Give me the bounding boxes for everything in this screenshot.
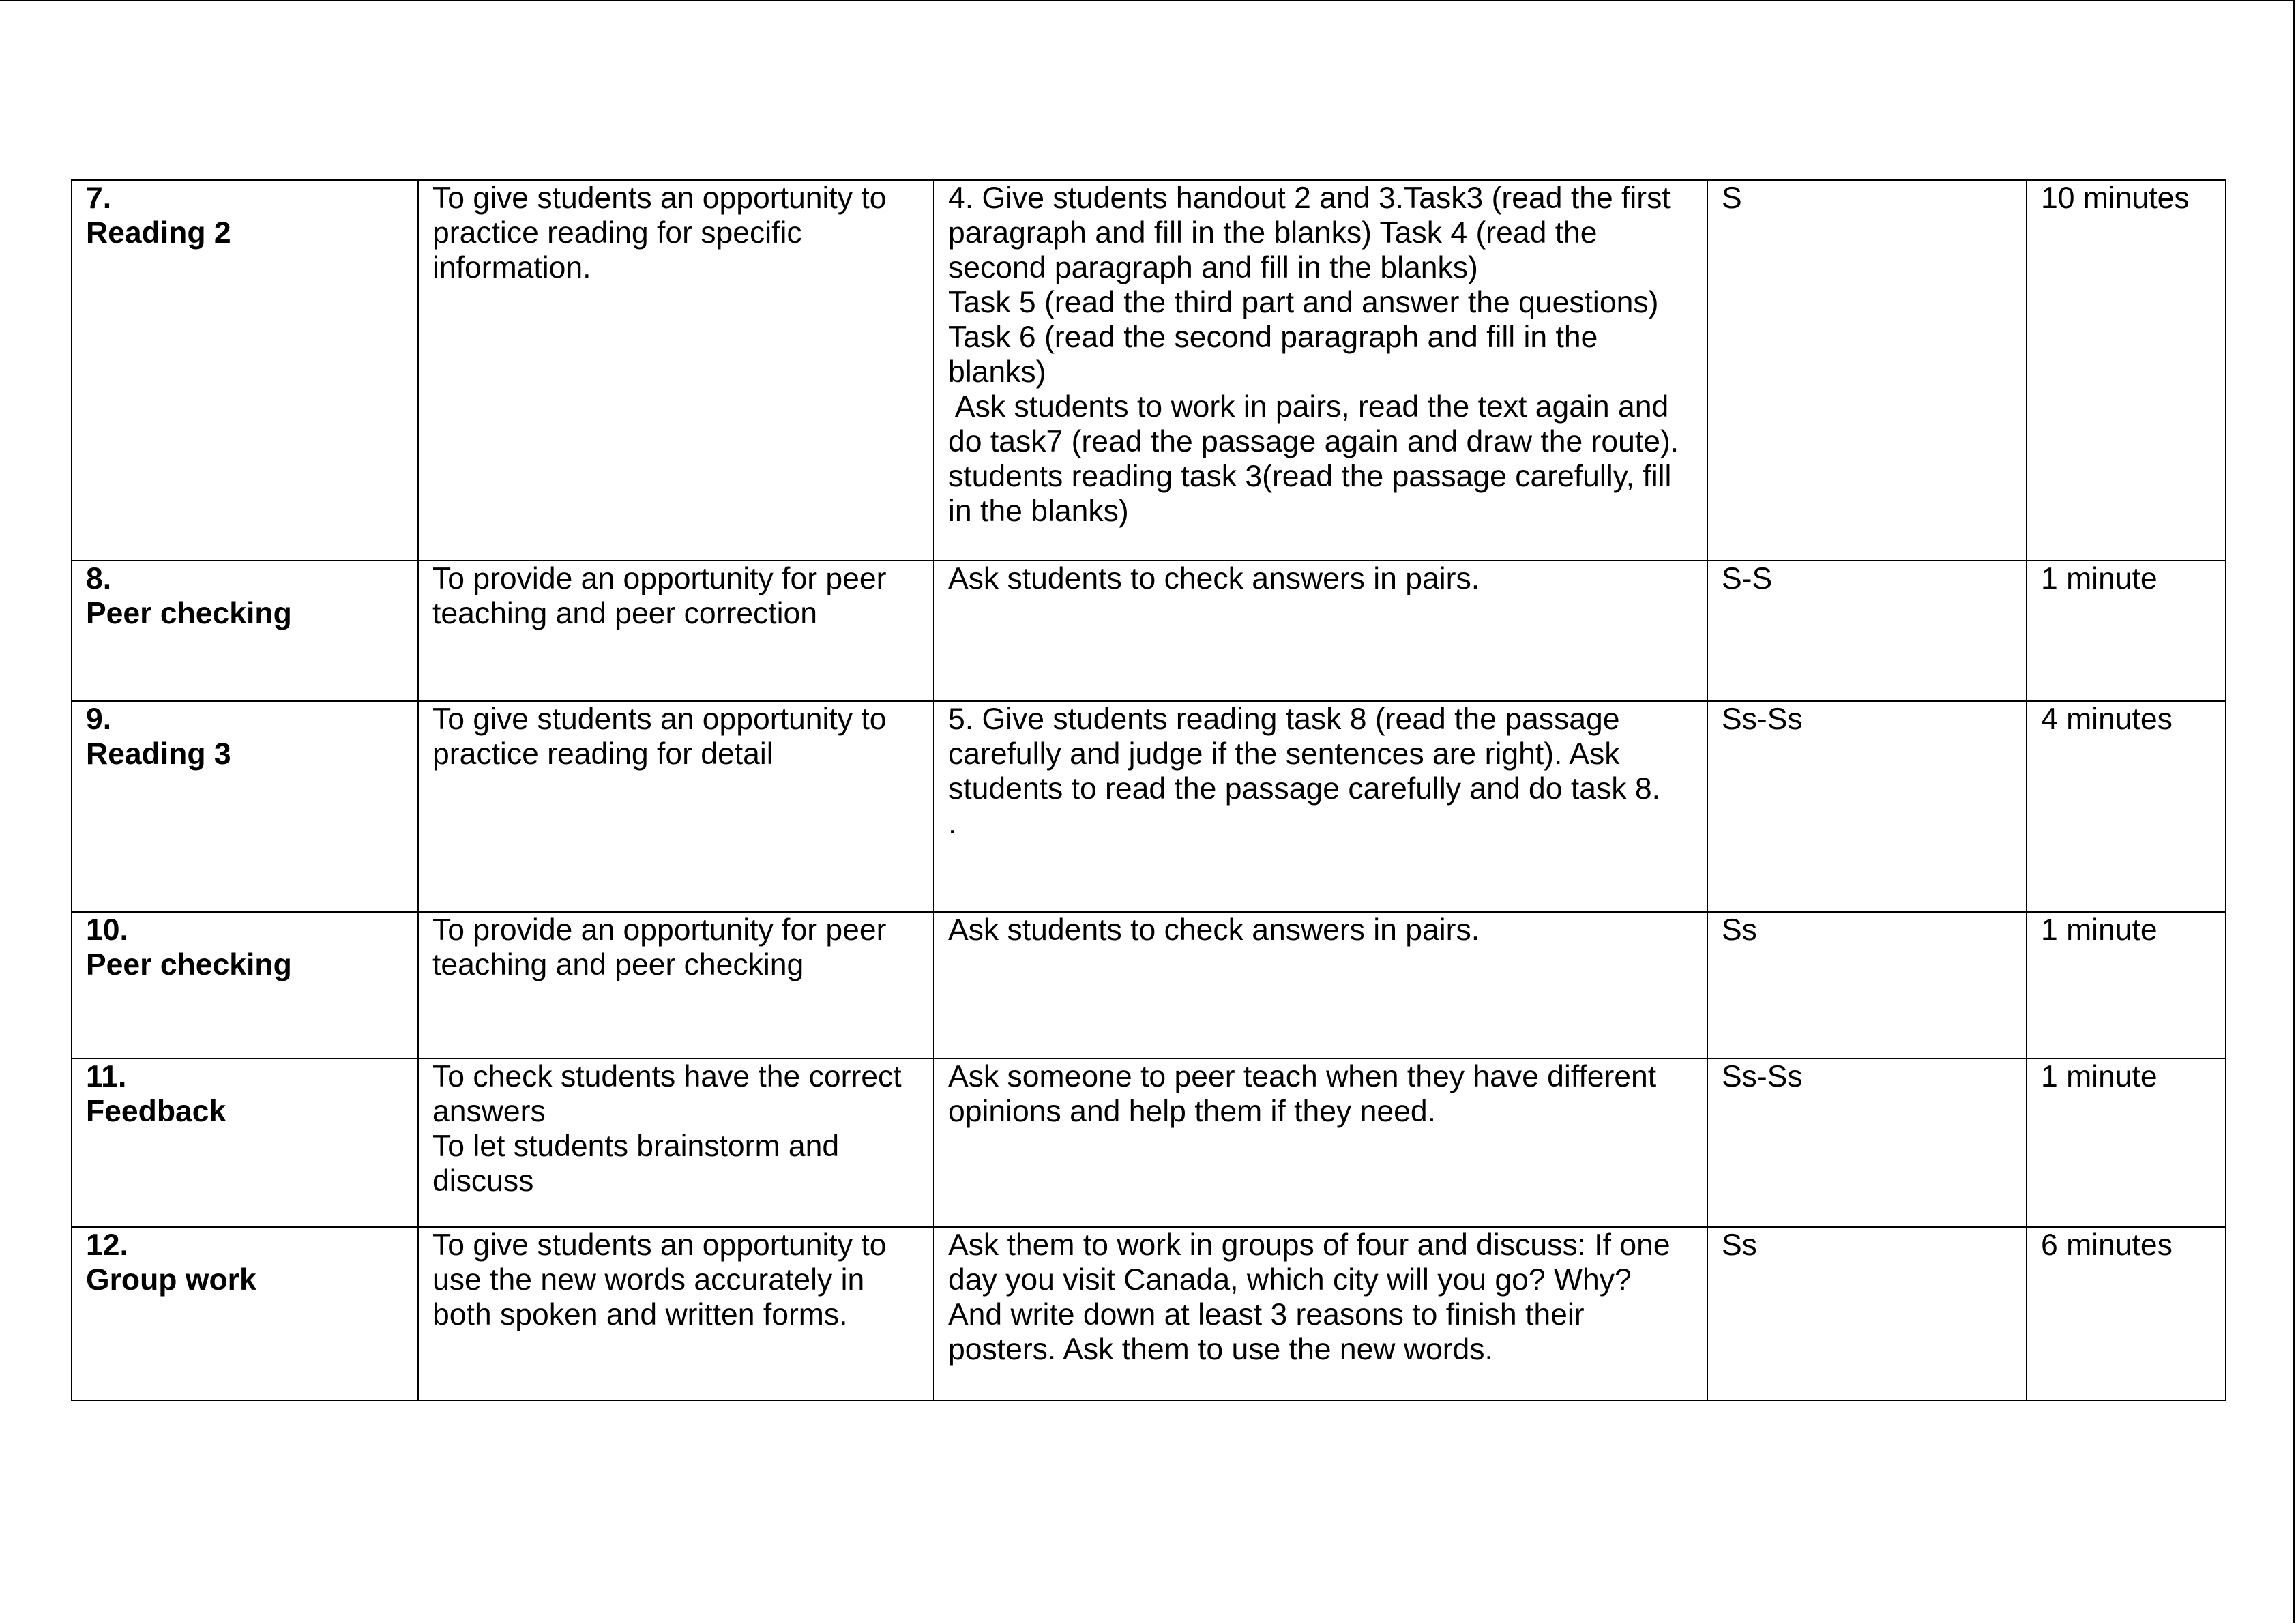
procedure-line: Ask them to work in groups of four and discuss: If one: [948, 1228, 1671, 1262]
aim-line: teaching and peer checking: [432, 948, 804, 981]
stage-cell: [72, 180, 418, 561]
stage-cell: [72, 1059, 418, 1227]
stage-cell: [72, 561, 418, 701]
aim-line: To provide an opportunity for peer: [432, 562, 887, 595]
aim-line: To give students an opportunity to: [432, 703, 887, 736]
table-row: [72, 561, 2226, 701]
procedure-line: day you visit Canada, which city will you go? Why?: [948, 1263, 1632, 1297]
stage-cell: [72, 701, 418, 912]
aim-line: To check students have the correct: [432, 1060, 902, 1093]
aim-line: information.: [432, 251, 591, 284]
procedure-line: students reading task 3(read the passage carefully, fill: [948, 460, 1672, 493]
aim-line: To provide an opportunity for peer: [432, 913, 887, 947]
stage-number: 12.: [86, 1228, 128, 1262]
procedure-cell: [934, 561, 1707, 701]
procedure-line: in the blanks): [948, 494, 1129, 528]
stage-name: Feedback: [86, 1095, 226, 1128]
procedure-line: Task 6 (read the second paragraph and fill in the: [948, 321, 1598, 354]
aim-line: To let students brainstorm and: [432, 1130, 840, 1163]
procedure-line: posters. Ask them to use the new words.: [948, 1333, 1493, 1366]
stage-cell: [72, 912, 418, 1059]
aim-line: teaching and peer correction: [432, 597, 818, 630]
aim-line: practice reading for specific: [432, 216, 802, 250]
interaction-cell: S: [1707, 180, 2027, 561]
aim-line: both spoken and written forms.: [432, 1298, 848, 1331]
interaction-cell: Ss: [1707, 1227, 2027, 1400]
procedure-line: Ask students to check answers in pairs.: [948, 913, 1480, 947]
stage-cell: [72, 1227, 418, 1400]
procedure-line: paragraph and fill in the blanks) Task 4 (read the: [948, 216, 1598, 250]
procedure-cell: [934, 180, 1707, 561]
stage-name: Peer checking: [86, 948, 292, 981]
time-cell: 1 minute: [2027, 1059, 2226, 1227]
aim-line: To give students an opportunity to: [432, 181, 887, 215]
aim-cell: [418, 561, 934, 701]
procedure-line: Ask someone to peer teach when they have different: [948, 1060, 1657, 1093]
stage-name: Group work: [86, 1263, 256, 1297]
stage-number: 9.: [86, 703, 112, 736]
procedure-cell: [934, 912, 1707, 1059]
procedure-line: blanks): [948, 355, 1046, 389]
time-cell: 10 minutes: [2027, 180, 2226, 561]
aim-line: To give students an opportunity to: [432, 1228, 887, 1262]
interaction-cell: Ss-Ss: [1707, 701, 2027, 912]
aim-cell: [418, 1227, 934, 1400]
stage-number: 10.: [86, 913, 128, 947]
procedure-cell: [934, 1227, 1707, 1400]
table-row: [72, 1227, 2226, 1400]
procedure-line: Ask students to check answers in pairs.: [948, 562, 1480, 595]
procedure-line: Ask students to work in pairs, read the text again and: [948, 390, 1669, 424]
procedure-line: second paragraph and fill in the blanks): [948, 251, 1478, 284]
procedure-line: And write down at least 3 reasons to finish their: [948, 1298, 1585, 1331]
procedure-line: students to read the passage carefully and do task 8.: [948, 772, 1660, 806]
stage-name: Peer checking: [86, 597, 292, 630]
table-row: [72, 912, 2226, 1059]
aim-line: practice reading for detail: [432, 737, 774, 771]
stage-number: 8.: [86, 562, 112, 595]
aim-line: answers: [432, 1095, 546, 1128]
procedure-line: 4. Give students handout 2 and 3.Task3 (read the first: [948, 181, 1671, 215]
stage-name: Reading 2: [86, 216, 231, 250]
interaction-cell: Ss-Ss: [1707, 1059, 2027, 1227]
aim-cell: [418, 1059, 934, 1227]
interaction-cell: Ss: [1707, 912, 2027, 1059]
procedure-line: Task 5 (read the third part and answer the questions): [948, 286, 1659, 319]
table-row: [72, 701, 2226, 912]
stage-number: 7.: [86, 181, 112, 215]
aim-cell: [418, 180, 934, 561]
time-cell: 6 minutes: [2027, 1227, 2226, 1400]
table-row: [72, 1059, 2226, 1227]
procedure-line: carefully and judge if the sentences are right). Ask: [948, 737, 1620, 771]
procedure-cell: [934, 1059, 1707, 1227]
stage-name: Reading 3: [86, 737, 231, 771]
table-row: [72, 180, 2226, 561]
time-cell: 1 minute: [2027, 912, 2226, 1059]
procedure-line: 5. Give students reading task 8 (read the passage: [948, 703, 1620, 736]
interaction-cell: S-S: [1707, 561, 2027, 701]
aim-cell: [418, 701, 934, 912]
lesson-plan-table: [71, 179, 2226, 1401]
procedure-line: .: [948, 807, 957, 840]
time-cell: 1 minute: [2027, 561, 2226, 701]
aim-line: use the new words accurately in: [432, 1263, 865, 1297]
aim-line: discuss: [432, 1164, 534, 1198]
time-cell: 4 minutes: [2027, 701, 2226, 912]
stage-number: 11.: [86, 1060, 127, 1093]
aim-cell: [418, 912, 934, 1059]
procedure-line: opinions and help them if they need.: [948, 1095, 1436, 1128]
procedure-line: do task7 (read the passage again and draw the route).: [948, 425, 1679, 458]
procedure-cell: [934, 701, 1707, 912]
